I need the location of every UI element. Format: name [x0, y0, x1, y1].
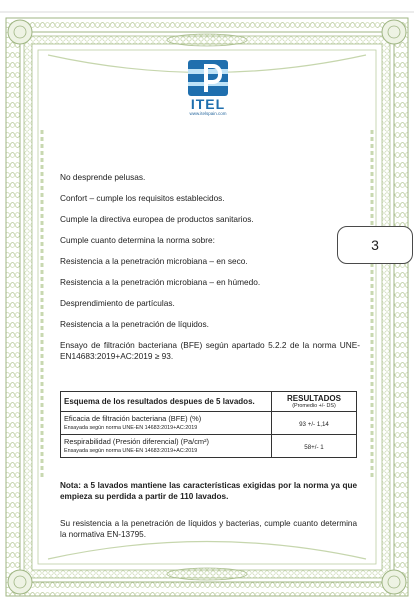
results-table — [60, 391, 357, 458]
row-sublabel: Ensayada según norma UNE-EN 14683:2019+AC:2019 — [64, 448, 198, 454]
bfe-paragraph: Ensayo de filtración bacteriana (BFE) según apartado 5.2.2 de la norma UNE-EN14683:2019+AC:2019 ≥ 93. — [60, 340, 360, 361]
table-row — [61, 412, 357, 435]
note-paragraph: Nota: a 5 lavados mantiene las características exigidas por la norma ya que empieza su perdida a partir de 110 lavados. — [60, 481, 357, 501]
table-header-sub: (Promedio +/- DS) — [292, 403, 336, 409]
requirements-list — [60, 172, 360, 372]
line-item: Resistencia a la penetración de líquidos. — [60, 319, 209, 329]
line-item: Confort – cumple los requisitos establecidos. — [60, 193, 225, 203]
logo-emblem — [188, 60, 228, 96]
line-item: Cumple cuanto determina la norma sobre: — [60, 235, 215, 245]
logo-url: www.itelspain.com — [189, 111, 227, 116]
line-item: No desprende pelusas. — [60, 172, 146, 182]
line-item: Cumple la directiva europea de productos sanitarios. — [60, 214, 254, 224]
table-header-left: Esquema de los resultados despues de 5 lavados. — [64, 397, 255, 406]
line-item: Resistencia a la penetración microbiana – en húmedo. — [60, 277, 261, 287]
row-label: Eficacia de filtración bacteriana (BFE) (%) — [64, 414, 202, 423]
logo-text: ITEL — [190, 96, 226, 112]
row-value: 93 +/- 1,14 — [299, 420, 329, 428]
table-row — [61, 435, 357, 458]
line-item: Resistencia a la penetración microbiana – en seco. — [60, 256, 248, 266]
table-header-right: RESULTADOS — [287, 394, 341, 403]
table-header-row — [61, 392, 357, 412]
page-number-badge: 3 — [337, 226, 413, 264]
itel-logo — [183, 60, 233, 118]
line-item: Desprendimiento de partículas. — [60, 298, 175, 308]
row-value: 58+/- 1 — [304, 443, 324, 451]
row-sublabel: Ensayada según norma UNE-EN 14683:2019+AC:2019 — [64, 425, 198, 431]
row-label: Respirabilidad (Presión diferencial) (Pa/cm²) — [64, 437, 209, 446]
conclusion-paragraph: Su resistencia a la penetración de líquidos y bacterias, cumple cuanto determina la normativa EN-13795. — [60, 519, 357, 539]
